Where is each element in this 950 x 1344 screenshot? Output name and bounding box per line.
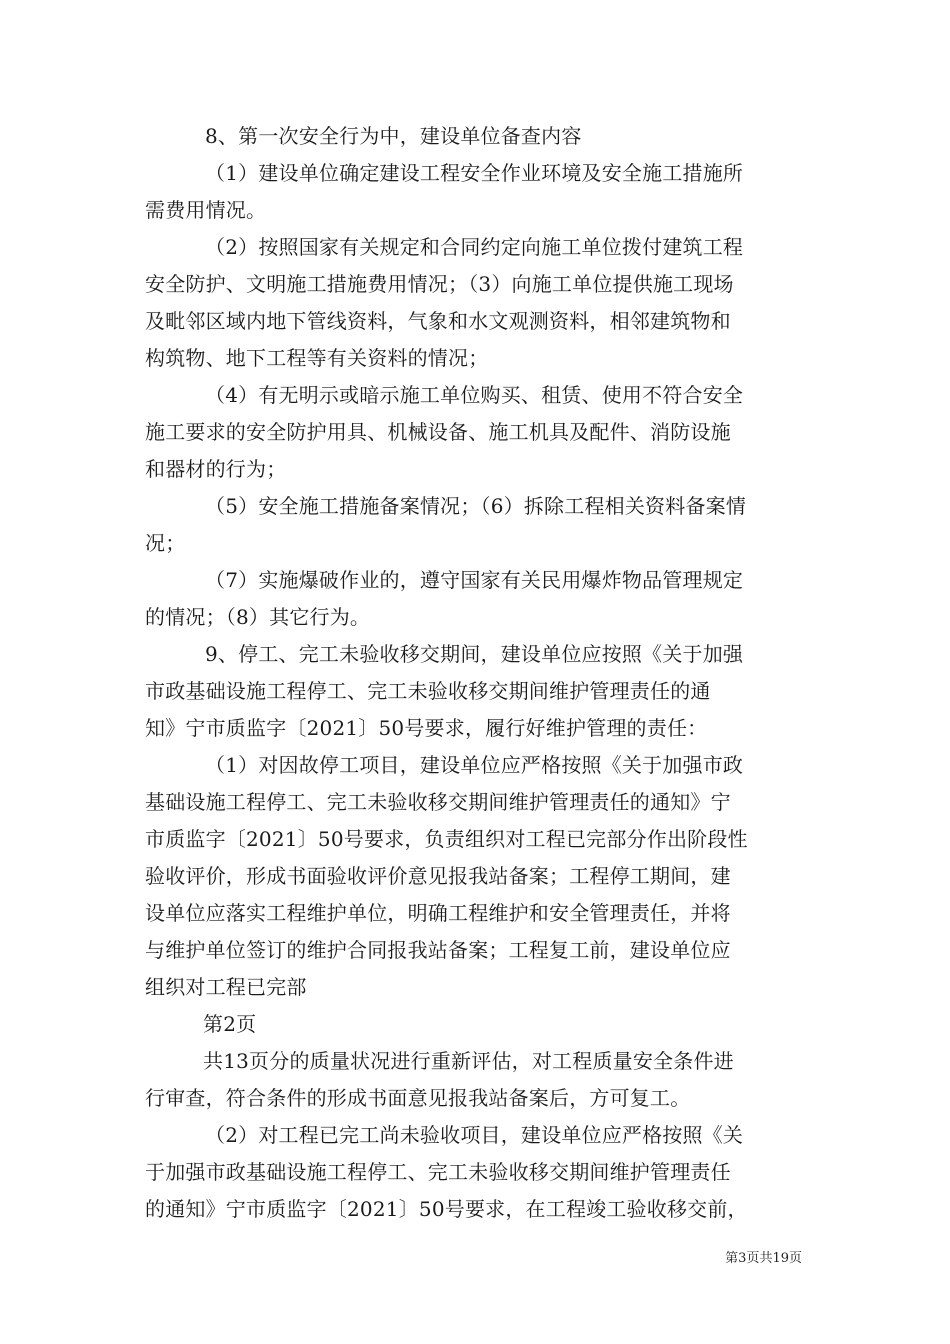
text-line: 的通知》宁市质监字〔2021〕50号要求，在工程竣工验收移交前， (145, 1197, 748, 1221)
text-line: （2）按照国家有关规定和合同约定向施工单位拨付建筑工程 (205, 235, 744, 259)
text-line: 知》宁市质监字〔2021〕50号要求，履行好维护管理的责任： (145, 716, 708, 740)
text-line: 市政基础设施工程停工、完工未验收移交期间维护管理责任的通 (145, 679, 711, 703)
text-line: 和器材的行为； (145, 457, 287, 481)
text-line: 的情况；（8）其它行为。 (145, 605, 371, 629)
text-line: 构筑物、地下工程等有关资料的情况； (145, 346, 489, 370)
text-line: 施工要求的安全防护用具、机械设备、施工机具及配件、消防设施 (145, 420, 731, 444)
page-number-footer: 第3页共19页 (725, 1251, 802, 1266)
text-line: 及毗邻区域内地下管线资料，气象和水文观测资料，相邻建筑物和 (145, 309, 731, 333)
text-line: 设单位应落实工程维护单位，明确工程维护和安全管理责任，并将 (145, 901, 731, 925)
text-line: （7）实施爆破作业的，遵守国家有关民用爆炸物品管理规定 (205, 568, 744, 592)
text-line: 况； (145, 531, 186, 555)
text-line: 组织对工程已完部 (145, 975, 307, 999)
text-line: 与维护单位签订的维护合同报我站备案；工程复工前，建设单位应 (145, 938, 731, 962)
text-line: 需费用情况。 (145, 198, 267, 222)
text-line: 第2页 (203, 1012, 257, 1036)
text-line: 于加强市政基础设施工程停工、完工未验收移交期间维护管理责任 (145, 1160, 731, 1184)
text-line: 共13页分的质量状况进行重新评估，对工程质量安全条件进 (203, 1049, 734, 1073)
text-line: 安全防护、文明施工措施费用情况；（3）向施工单位提供施工现场 (145, 272, 734, 296)
text-line: （5）安全施工措施备案情况；（6）拆除工程相关资料备案情 (205, 494, 747, 518)
text-line: 9、停工、完工未验收移交期间，建设单位应按照《关于加强 (205, 642, 744, 666)
text-line: 基础设施工程停工、完工未验收移交期间维护管理责任的通知》宁 (145, 790, 731, 814)
text-line: （2）对工程已完工尚未验收项目，建设单位应严格按照《关 (205, 1123, 744, 1147)
text-line: 市质监字〔2021〕50号要求，负责组织对工程已完部分作出阶段性 (145, 827, 748, 851)
text-line: （1）建设单位确定建设工程安全作业环境及安全施工措施所 (205, 161, 744, 185)
text-line: 行审查，符合条件的形成书面意见报我站备案后，方可复工。 (145, 1086, 691, 1110)
text-line: 8、第一次安全行为中，建设单位备查内容 (205, 124, 582, 148)
text-line: （1）对因故停工项目，建设单位应严格按照《关于加强市政 (205, 753, 744, 777)
text-line: 验收评价，形成书面验收评价意见报我站备案；工程停工期间，建 (145, 864, 731, 888)
text-line: （4）有无明示或暗示施工单位购买、租赁、使用不符合安全 (205, 383, 744, 407)
document-body (145, 118, 815, 1228)
